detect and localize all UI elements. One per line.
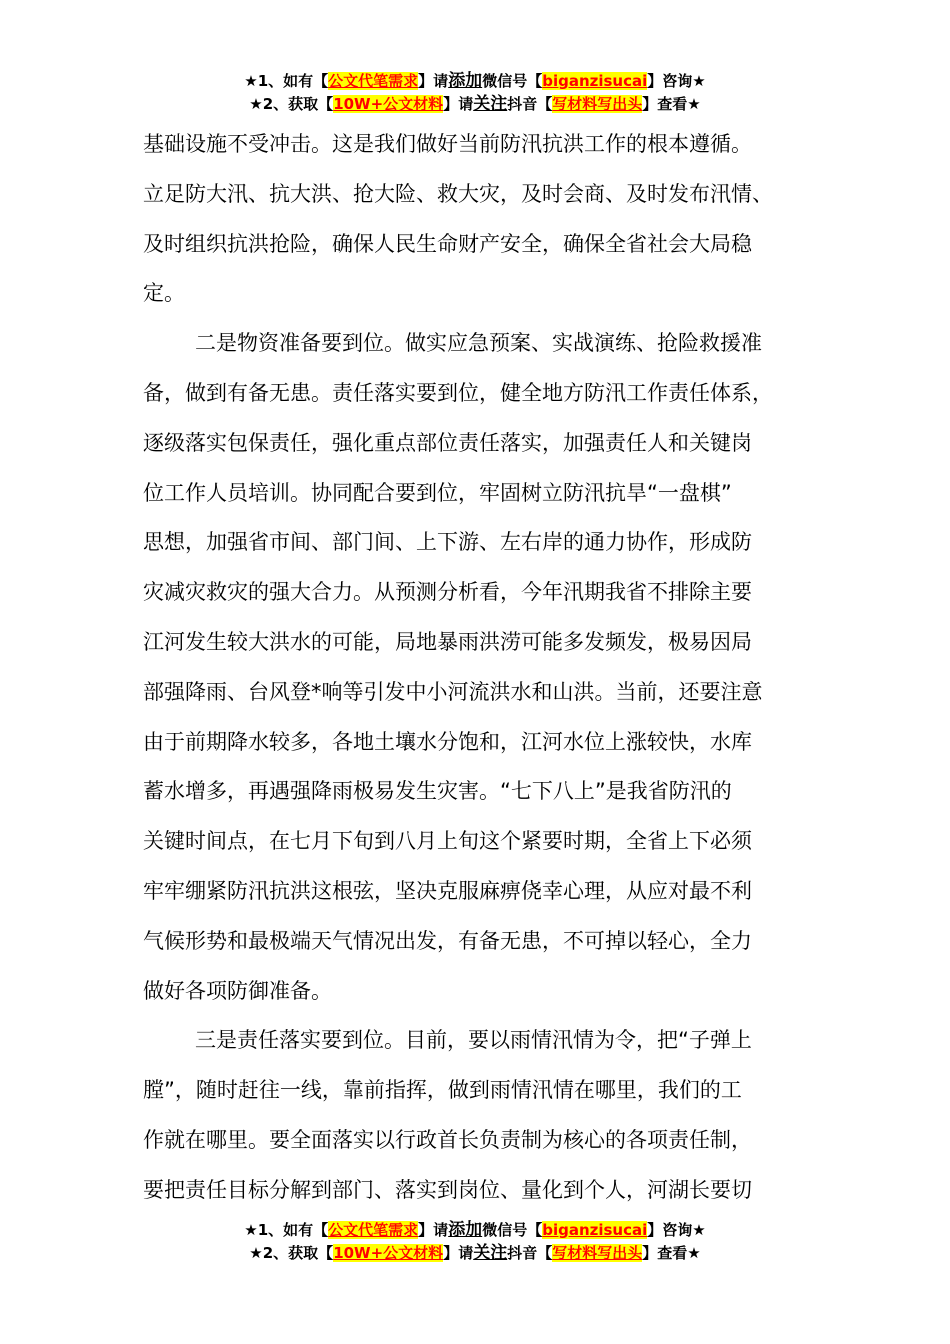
text-line: 二是物资准备要到位。做实应急预案、实战演练、抢险救援准 [195, 331, 762, 356]
banner-text: 】查看★ [642, 1244, 701, 1262]
text-line: 基础设施不受冲击。这是我们做好当前防汛抗洪工作的根本遵循。 [143, 132, 752, 156]
text-line: 做好各项防御准备。 [143, 978, 332, 1003]
banner-text: 微信号【 [482, 72, 543, 90]
text-line: 要把责任目标分解到部门、落实到岗位、量化到个人，河湖长要切 [143, 1177, 752, 1202]
text-line: 思想，加强省市间、部门间、上下游、左右岸的通力协作，形成防 [143, 530, 752, 555]
text-line: 作就在哪里。要全面落实以行政首长负责制为核心的各项责任制， [143, 1127, 752, 1152]
banner-highlight: 写材料写出头 [552, 95, 643, 113]
text-line: 膛”，随时赶往一线，靠前指挥，做到雨情汛情在哪里，我们的工 [143, 1078, 742, 1103]
banner-emphasis: 关注 [473, 1243, 508, 1263]
header-banner [0, 70, 950, 116]
text-line: 由于前期降水较多，各地土壤水分饱和，江河水位上涨较快，水库 [143, 729, 752, 754]
banner-emphasis: 关注 [473, 94, 508, 114]
text-line: 部强降雨、台风登*响等引发中小河流洪水和山洪。当前，还要注意 [143, 679, 763, 704]
text-line: 位工作人员培训。协同配合要到位，牢固树立防汛抗旱“一盘棋” [143, 480, 732, 505]
banner-text: 】查看★ [642, 95, 701, 113]
banner-line-2 [0, 1242, 950, 1265]
text-line: 灾减灾救灾的强大合力。从预测分析看，今年汛期我省不排除主要 [143, 580, 752, 605]
banner-text: 微信号【 [482, 1221, 543, 1239]
text-line: 三是责任落实要到位。目前，要以雨情汛情为令，把“子弹上 [195, 1028, 752, 1053]
banner-line-2 [0, 93, 950, 116]
banner-highlight: 公文代笔需求 [328, 72, 419, 90]
banner-highlight: biganzisucai [542, 1221, 648, 1239]
banner-text: ★1、如有【 [244, 1221, 329, 1239]
banner-text: ★2、获取【 [249, 1244, 334, 1262]
banner-line-1 [0, 70, 950, 93]
banner-text: 】请 [443, 1244, 474, 1262]
banner-text: ★2、获取【 [249, 95, 334, 113]
text-line: 备，做到有备无患。责任落实要到位，健全地方防汛工作责任体系， [143, 380, 773, 405]
banner-text: 抖音【 [507, 95, 553, 113]
text-line: 江河发生较大洪水的可能，局地暴雨洪涝可能多发频发，极易因局 [143, 629, 752, 654]
text-line: 逐级落实包保责任，强化重点部位责任落实，加强责任人和关键岗 [143, 430, 752, 455]
banner-text: 】咨询★ [647, 1221, 706, 1239]
text-line: 蓄水增多，再遇强降雨极易发生灾害。“七下八上”是我省防汛的 [143, 779, 732, 804]
banner-emphasis: 添加 [448, 1220, 483, 1240]
footer-banner [0, 1219, 950, 1265]
banner-text: 】请 [443, 95, 474, 113]
text-line: 立足防大汛、抗大洪、抢大险、救大灾，及时会商、及时发布汛情、 [143, 181, 773, 206]
banner-text: ★1、如有【 [244, 72, 329, 90]
banner-text: 】请 [418, 72, 449, 90]
text-line: 关键时间点，在七月下旬到八月上旬这个紧要时期，全省上下必须 [143, 829, 752, 854]
banner-highlight: biganzisucai [542, 72, 648, 90]
banner-text: 】咨询★ [647, 72, 706, 90]
text-line: 牢牢绷紧防汛抗洪这根弦，坚决克服麻痹侥幸心理，从应对最不利 [143, 878, 752, 903]
document-body [143, 120, 823, 1216]
text-line: 及时组织抗洪抢险，确保人民生命财产安全，确保全省社会大局稳 [143, 231, 752, 256]
banner-highlight: 10W+公文材料 [333, 95, 444, 113]
banner-emphasis: 添加 [448, 71, 483, 91]
text-line: 气候形势和最极端天气情况出发，有备无患，不可掉以轻心，全力 [143, 928, 752, 953]
banner-highlight: 写材料写出头 [552, 1244, 643, 1262]
banner-line-1 [0, 1219, 950, 1242]
banner-highlight: 10W+公文材料 [333, 1244, 444, 1262]
banner-text: 】请 [418, 1221, 449, 1239]
banner-text: 抖音【 [507, 1244, 553, 1262]
text-line: 定。 [143, 281, 185, 306]
banner-highlight: 公文代笔需求 [328, 1221, 419, 1239]
